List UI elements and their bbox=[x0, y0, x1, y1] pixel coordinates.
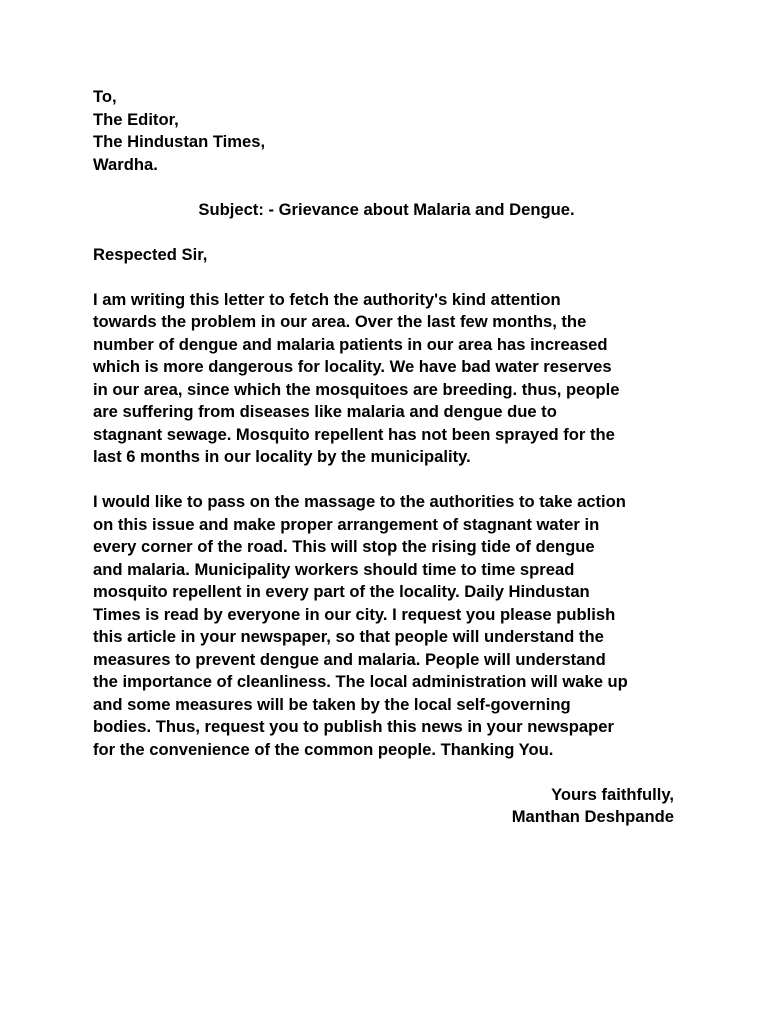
address-line-editor: The Editor, bbox=[93, 109, 179, 129]
paragraph-line: on this issue and make proper arrangement of stagnant water in bbox=[93, 514, 600, 534]
paragraph-line: last 6 months in our locality by the municipality. bbox=[93, 447, 471, 466]
paragraph-line: and some measures will be taken by the local self-governing bbox=[93, 694, 571, 714]
paragraph-line: this article in your newspaper, so that people will understand the bbox=[93, 627, 604, 646]
paragraph-line: Times is read by everyone in our city. I request you please publish bbox=[93, 604, 616, 624]
address-line-newspaper: The Hindustan Times, bbox=[93, 132, 266, 151]
paragraph-line: I would like to pass on the massage to the authorities to take action bbox=[93, 492, 626, 511]
paragraph-line: mosquito repellent in every part of the locality. Daily Hindustan bbox=[93, 582, 590, 601]
letter-subject: Subject: - Grievance about Malaria and Dengue. bbox=[198, 199, 575, 219]
letter-page bbox=[93, 86, 678, 829]
body-paragraph-1 bbox=[93, 289, 678, 469]
paragraph-line: for the convenience of the common people. Thanking You. bbox=[93, 739, 554, 759]
paragraph-line: and malaria. Municipality workers should time to time spread bbox=[93, 559, 575, 579]
paragraph-line: bodies. Thus, request you to publish this news in your newspaper bbox=[93, 717, 614, 736]
paragraph-line: stagnant sewage. Mosquito repellent has not been sprayed for the bbox=[93, 424, 615, 444]
paragraph-line: every corner of the road. This will stop the rising tide of dengue bbox=[93, 537, 595, 556]
address-line-to: To, bbox=[93, 87, 117, 106]
letter-salutation: Respected Sir, bbox=[93, 244, 208, 264]
paragraph-line: measures to prevent dengue and malaria. People will understand bbox=[93, 649, 606, 669]
paragraph-line: I am writing this letter to fetch the authority's kind attention bbox=[93, 289, 561, 309]
signature-name: Manthan Deshpande bbox=[511, 807, 674, 826]
paragraph-line: number of dengue and malaria patients in our area has increased bbox=[93, 334, 608, 354]
paragraph-line: which is more dangerous for locality. We have bad water reserves bbox=[93, 357, 612, 376]
paragraph-line: in our area, since which the mosquitoes are breeding. thus, people bbox=[93, 379, 620, 399]
closing-phrase: Yours faithfully, bbox=[551, 784, 674, 804]
paragraph-line: towards the problem in our area. Over the last few months, the bbox=[93, 312, 587, 331]
paragraph-line: are suffering from diseases like malaria and dengue due to bbox=[93, 402, 557, 421]
recipient-address bbox=[93, 86, 678, 176]
body-paragraph-2 bbox=[93, 491, 678, 761]
address-line-city: Wardha. bbox=[93, 154, 158, 174]
paragraph-line: the importance of cleanliness. The local administration will wake up bbox=[93, 672, 628, 691]
letter-closing bbox=[93, 784, 678, 829]
